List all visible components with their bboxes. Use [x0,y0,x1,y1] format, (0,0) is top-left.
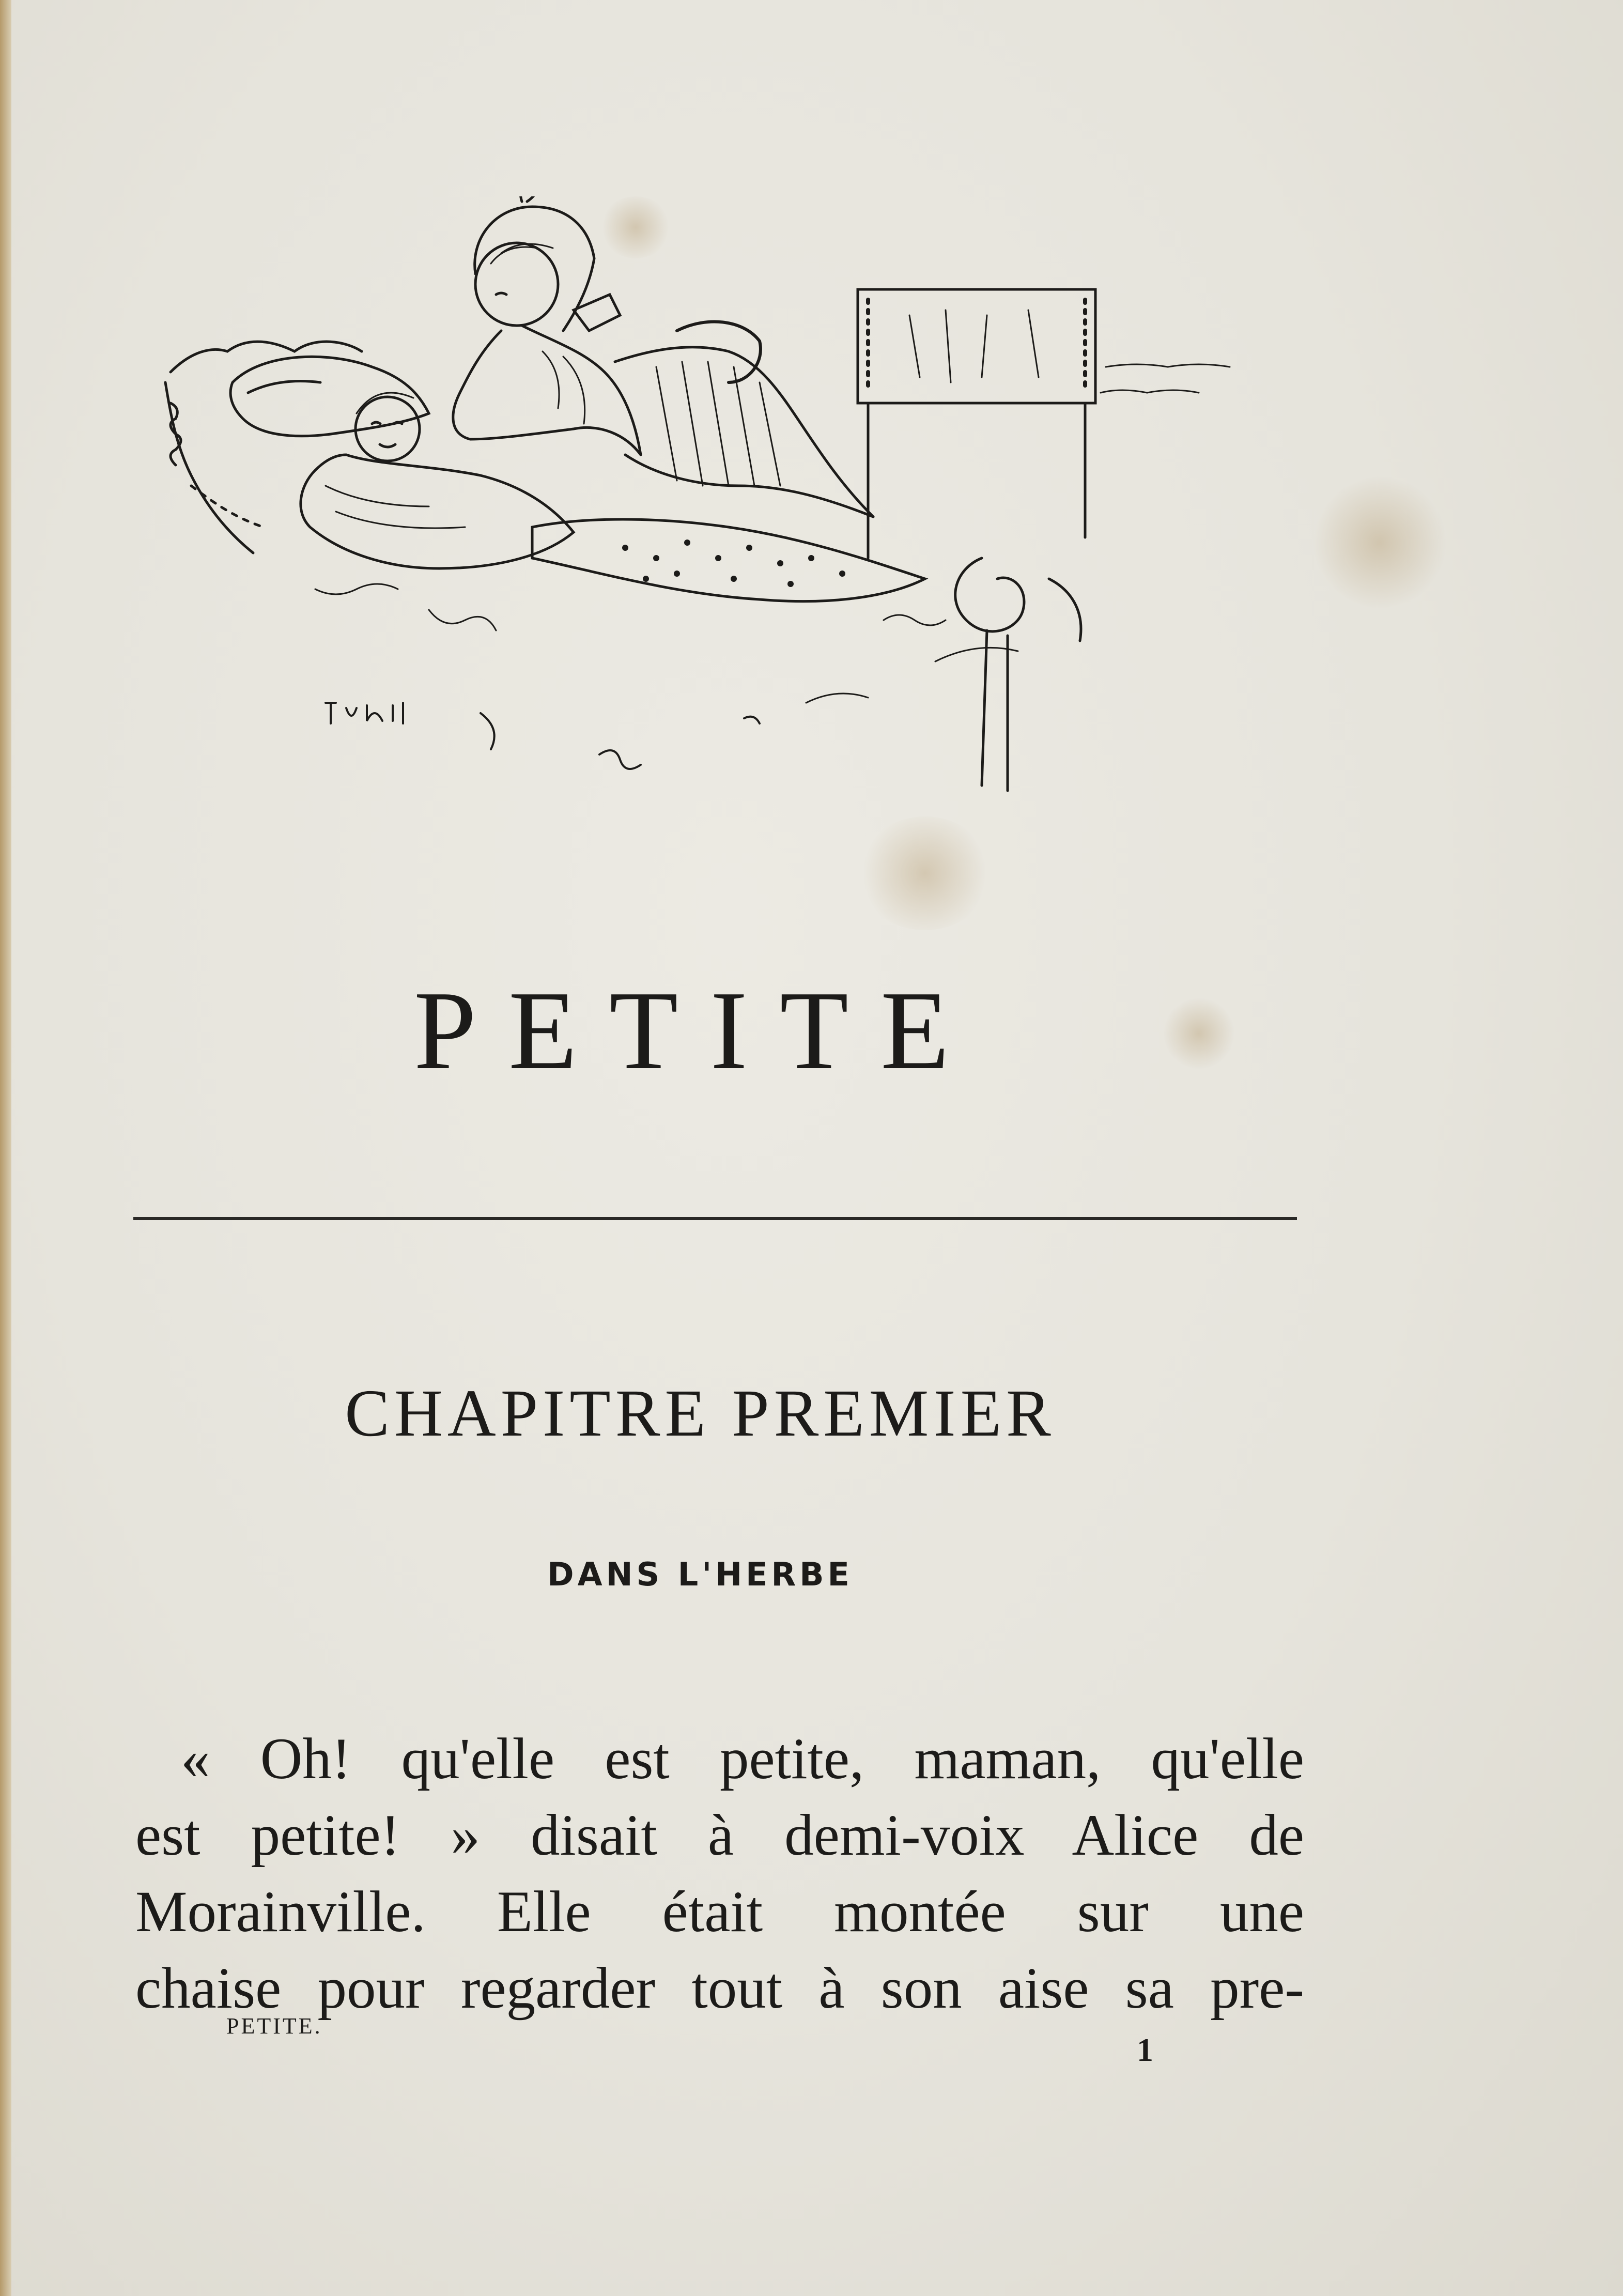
body-text [135,1721,1304,2027]
foxing-stain [1312,475,1447,610]
book-title: PETITE [413,968,982,1093]
chapter-heading: CHAPITRE PREMIER [345,1376,1056,1451]
body-line: est petite! » disait à demi-voix Alice de [135,1803,1304,1868]
running-title: PETITE. [226,2013,322,2039]
chapter-subtitle: DANS L'HERBE [547,1555,853,1593]
body-line: Morainville. Elle était montée sur une [135,1879,1304,1944]
page-edge [0,0,11,2296]
title-divider [133,1217,1297,1220]
body-line: « Oh! qu'elle est petite, maman, qu'elle [181,1727,1304,1791]
chapter-illustration [160,196,1266,806]
foxing-stain [858,816,992,930]
page-number: 1 [1137,2031,1153,2068]
body-line: chaise pour regarder tout à son aise sa pre- [135,1956,1304,2021]
